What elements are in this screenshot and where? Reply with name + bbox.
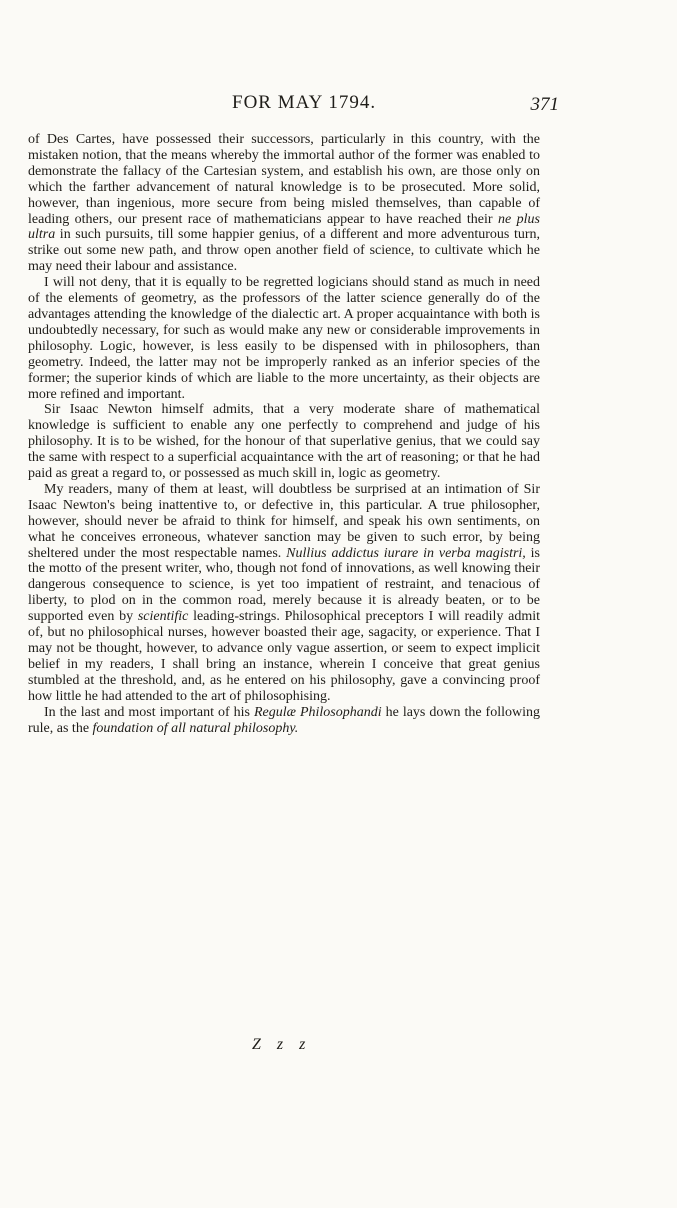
text-run: in such pursuits, till some happier genius, of a different and more adventurous turn, strike out some new path, and throw open another field of science, to cultivate which he may need their labour and assistance. [28,227,540,275]
paragraph [28,275,540,402]
body-text [28,132,540,736]
paragraph [28,705,540,737]
italic-phrase: Regulæ Philosophandi [253,704,382,720]
text-run: My readers, many of them at least, will doubtless be surprised at an intimation of Sir Isaac Newton's being inattentive to, or defective in, this particular. A true philosopher, however, should never be afraid to think for himself, and speak his own sentiments, on what he conceives erroneous, whatever sanction may be given to such error, by being sheltered under the most respectable names. [28,481,540,561]
text-run: I will not deny, that it is equally to be regretted logicians should stand as much in need of the elements of geometry, as the professors of the latter science generally do of the advantages attending the knowledge of the dialectic art. A proper acquaintance with both is undoubtedly necessary, for such as would make any new or considerable improvements in philosophy. Logic, however, is less easily to be dispensed with in philosophers, than geometry. Indeed, the latter may not be improperly ranked as an inferior species of the former; the superior kinds of which are liable to the more uncertainty, as their objects are more refined and important. [28,275,540,402]
signature-mark: Z z z [252,1036,312,1053]
running-head: FOR MAY 1794. [232,92,377,113]
text-run: In the last and most important of his [44,704,254,720]
text-run: leading-strings. Philosophical preceptors I will readily admit of, but no philosophical nurses, however boasted their age, sagacity, or experience. That I may not be thought, however, to advance only vague assertion, or seem to expect implicit belief in my readers, I shall bring an instance, wherein I conceive that great genius stumbled at the threshold, and, as he entered on his philosophy, gave a convincing proof how little he had attended to the art of philosophising. [28,609,540,704]
text-run: Sir Isaac Newton himself admits, that a very moderate share of mathematical knowledge is sufficient to enable any one perfectly to comprehend and judge of his philosophy. It is to be wished, for the honour of that superlative genius, that we could say the same with respect to a superficial acquaintance with the art of reasoning; or that he had paid as great a regard to, or possessed as much skill in, logic as geometry. [28,402,540,482]
page-header [0,92,677,122]
text-run: of Des Cartes, have possessed their successors, particularly in this country, with the mistaken notion, that the means whereby the immortal author of the former was enabled to demonstrate the fallacy of the Cartesian system, and establish his own, are those only on which the farther advancement of natural knowledge is to be prosecuted. More solid, however, than ingenious, more secure from being misled themselves, than capable of leading others, our present race of mathematicians appear to have reached their [28,132,540,227]
page-number: 371 [530,94,559,115]
paragraph [28,132,540,275]
text-run: is the motto of the present writer, who, though not fond of innovations, as well knowing their dangerous consequence to science, is yet too impatient of restraint, and tenacious of liberty, to plod on in the common road, merely because it is already beaten, or to be supported even by [28,545,540,625]
italic-phrase: scientific [137,609,189,625]
paragraph [28,482,540,705]
italic-phrase: foundation of all natural philosophy. [92,720,299,736]
italic-phrase: ne plus ultra [28,211,540,243]
paragraph [28,402,540,482]
italic-phrase: Nullius addictus iurare in verba magistri, [286,545,526,561]
text-run: he lays down the following rule, as the [28,704,540,736]
